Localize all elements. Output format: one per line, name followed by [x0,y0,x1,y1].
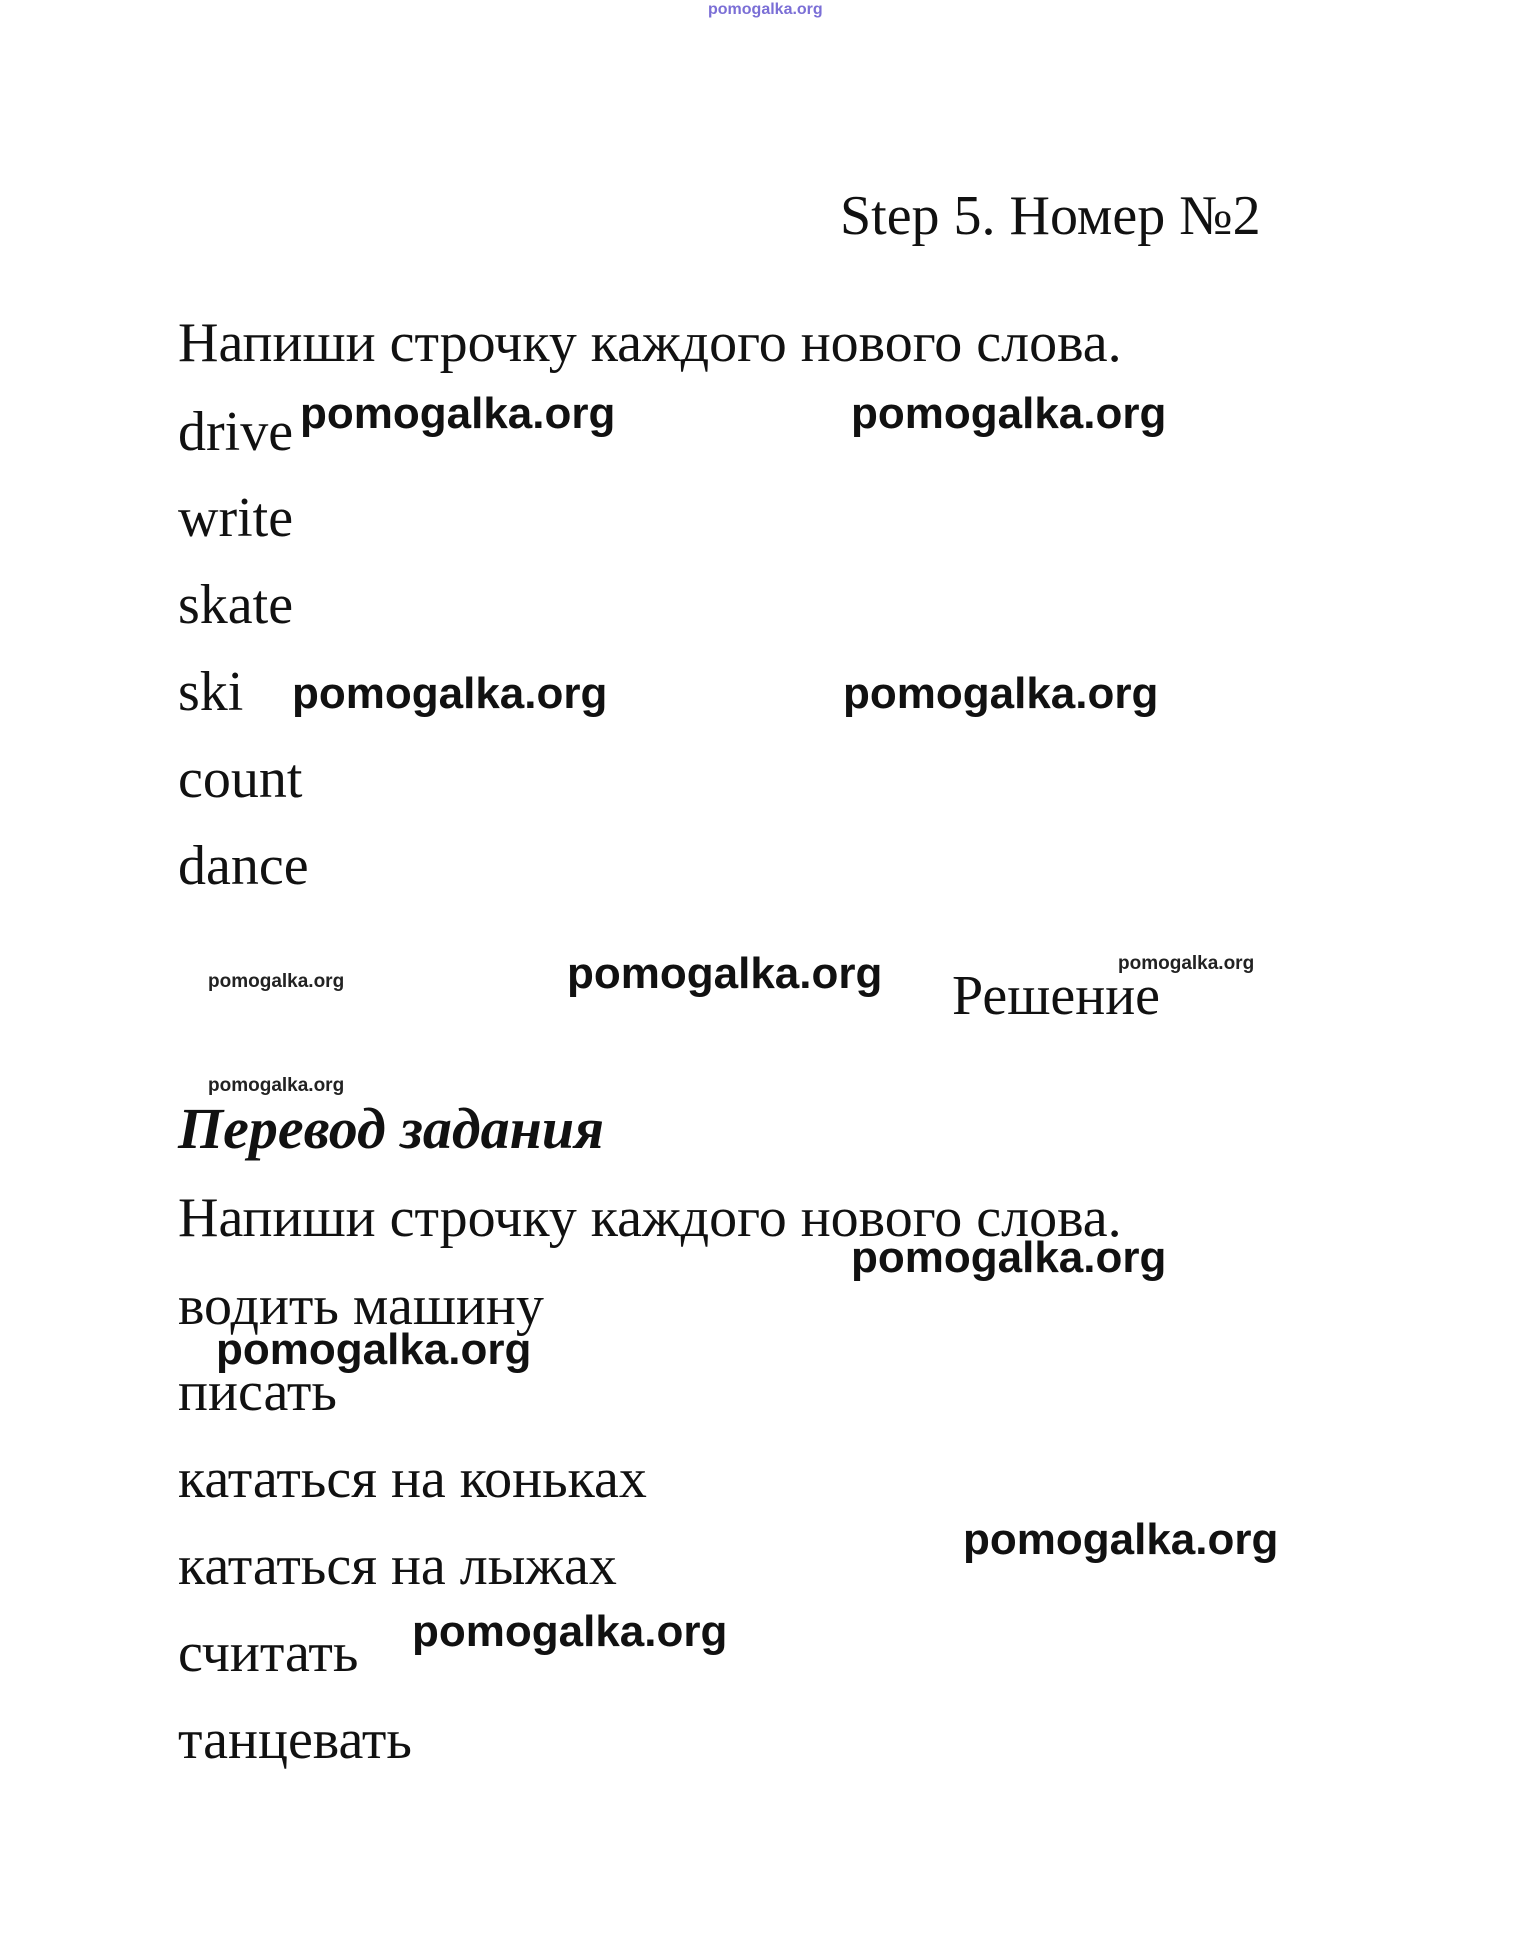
watermark: pomogalka.org [208,971,345,992]
translation-word-skate: кататься на коньках [178,1448,647,1510]
word-skate: skate [178,574,294,636]
task-instruction: Напиши строчку каждого нового слова. [178,312,1122,374]
word-count: count [178,748,303,810]
word-ski: ski [178,661,244,723]
solution-label: Решение [952,965,1161,1027]
watermark: pomogalka.org [1118,953,1255,974]
translation-word-dance: танцевать [178,1709,412,1771]
watermark: pomogalka.org [412,1607,728,1656]
watermark: pomogalka.org [843,669,1159,718]
translation-word-write: писать [178,1361,337,1423]
word-drive: drive [178,401,294,463]
word-write: write [178,487,294,549]
watermark: pomogalka.org [963,1515,1279,1564]
watermark: pomogalka.org [208,1075,345,1096]
watermark: pomogalka.org [567,949,883,998]
translation-word-ski: кататься на лыжах [178,1535,617,1597]
watermark: pomogalka.org [851,389,1167,438]
translation-word-drive: водить машину [178,1275,544,1337]
translation-word-count: считать [178,1622,359,1684]
word-dance: dance [178,835,309,897]
watermark: pomogalka.org [851,1233,1167,1282]
top-watermark: pomogalka.org [708,1,823,18]
watermark: pomogalka.org [216,1325,532,1374]
translation-title: Перевод задания [178,1096,604,1161]
watermark: pomogalka.org [300,389,616,438]
page-title: Step 5. Номер №2 [840,185,1261,247]
translation-instruction: Напиши строчку каждого нового слова. [178,1187,1122,1249]
watermark: pomogalka.org [292,669,608,718]
